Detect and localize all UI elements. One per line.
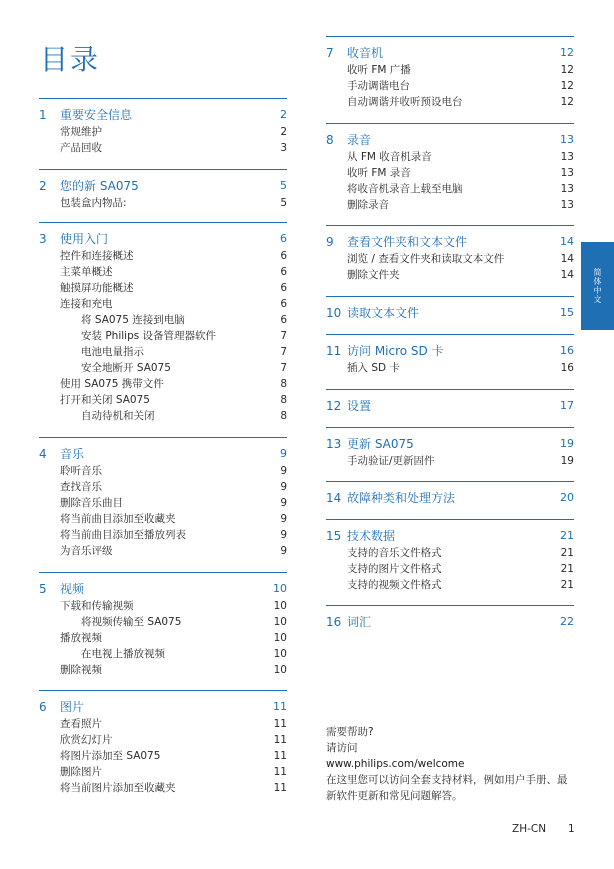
- entry-page: 14: [560, 253, 574, 265]
- chapter-number: 3: [39, 232, 47, 246]
- entry-title: 浏览 / 查看文件夹和读取文本文件: [347, 253, 505, 265]
- entry-title: 连接和充电: [60, 298, 113, 310]
- entry-title: 安装 Philips 设备管理器软件: [81, 330, 217, 342]
- toc-chapter-row[interactable]: [39, 106, 287, 124]
- help-url-link[interactable]: www.philips.com/welcome: [326, 758, 465, 770]
- chapter-number: 10: [326, 306, 342, 320]
- chapter-number: 2: [39, 179, 47, 193]
- toc-entry-row[interactable]: [39, 392, 287, 408]
- entry-title: 收听 FM 录音: [347, 167, 411, 179]
- toc-chapter-row[interactable]: [326, 342, 574, 360]
- entry-title: 手动调谐电台: [347, 80, 410, 92]
- entry-title: 聆听音乐: [60, 465, 102, 477]
- toc-chapter-row[interactable]: [39, 230, 287, 248]
- entry-page: 8: [280, 378, 287, 390]
- chapter-title: 您的新 SA075: [60, 179, 139, 193]
- entry-page: 5: [280, 197, 287, 209]
- toc-entry-row[interactable]: [39, 195, 287, 211]
- help-body: 在这里您可以访问全套支持材料，例如用户手册、最新软件更新和常见问题解答。: [326, 774, 568, 802]
- entry-page: 19: [560, 455, 574, 467]
- entry-title: 将当前曲目添加至播放列表: [60, 529, 186, 541]
- chapter-page: 13: [560, 133, 574, 146]
- toc-entry-row[interactable]: [39, 716, 287, 732]
- entry-title: 自动调谐并收听预设电台: [347, 96, 463, 108]
- chapter-number: 15: [326, 529, 342, 543]
- chapter-page: 19: [560, 437, 574, 450]
- toc-entry-row[interactable]: [39, 614, 287, 630]
- toc-entry-row[interactable]: [39, 630, 287, 646]
- entry-title: 将 SA075 连接到电脑: [81, 314, 185, 326]
- chapter-title: 查看文件夹和文本文件: [347, 235, 468, 249]
- chapter-number: 11: [326, 344, 342, 358]
- chapter-title: 音乐: [60, 447, 85, 461]
- toc-chapter-row[interactable]: [326, 489, 574, 507]
- entry-page: 10: [273, 648, 287, 660]
- chapter-page: 15: [560, 306, 574, 319]
- toc-chapter-row[interactable]: [326, 613, 574, 631]
- toc-chapter-row[interactable]: [326, 304, 574, 322]
- chapter-page: 20: [560, 491, 574, 504]
- toc-entry-row[interactable]: [39, 248, 287, 264]
- chapter-number: 12: [326, 399, 342, 413]
- chapter-page: 16: [560, 344, 574, 357]
- toc-chapter-row[interactable]: [39, 580, 287, 598]
- help-block: [326, 724, 576, 804]
- toc-section: [326, 123, 574, 213]
- chapter-page: 11: [273, 700, 287, 713]
- help-heading: 需要帮助?: [326, 726, 374, 738]
- chapter-title: 读取文本文件: [347, 306, 420, 320]
- chapter-page: 12: [560, 46, 574, 59]
- chapter-number: 13: [326, 437, 342, 451]
- toc-chapter-row[interactable]: [326, 397, 574, 415]
- entry-title: 删除视频: [60, 664, 102, 676]
- toc-section: [39, 572, 287, 678]
- entry-page: 21: [560, 579, 574, 591]
- entry-title: 从 FM 收音机录音: [347, 151, 432, 163]
- chapter-title: 重要安全信息: [60, 108, 133, 122]
- toc-section: [39, 437, 287, 559]
- chapter-number: 14: [326, 491, 342, 505]
- entry-page: 3: [280, 142, 287, 154]
- entry-page: 13: [560, 183, 574, 195]
- entry-title: 电池电量指示: [81, 346, 144, 358]
- entry-title: 产品回收: [60, 142, 102, 154]
- entry-page: 11: [273, 782, 287, 794]
- entry-title: 插入 SD 卡: [347, 362, 400, 374]
- entry-title: 播放视频: [60, 632, 102, 644]
- toc-chapter-row[interactable]: [39, 177, 287, 195]
- toc-entry-row[interactable]: [326, 577, 574, 593]
- toc-entry-row[interactable]: [39, 732, 287, 748]
- toc-entry-row[interactable]: [39, 280, 287, 296]
- toc-entry-row[interactable]: [39, 495, 287, 511]
- entry-title: 控件和连接概述: [60, 250, 134, 262]
- entry-page: 11: [273, 734, 287, 746]
- entry-page: 9: [280, 481, 287, 493]
- toc-entry-row[interactable]: [39, 124, 287, 140]
- toc-entry-row[interactable]: [326, 267, 574, 283]
- entry-title: 包装盒内物品:: [60, 197, 127, 209]
- entry-page: 16: [560, 362, 574, 374]
- entry-page: 13: [560, 167, 574, 179]
- toc-section: [326, 519, 574, 593]
- entry-title: 将收音机录音上载至电脑: [347, 183, 463, 195]
- entry-page: 10: [273, 664, 287, 676]
- toc-entry-row[interactable]: [39, 140, 287, 156]
- entry-page: 7: [280, 330, 287, 342]
- entry-title: 主菜单概述: [60, 266, 113, 278]
- entry-page: 14: [560, 269, 574, 281]
- entry-page: 9: [280, 465, 287, 477]
- toc-section: [39, 169, 287, 211]
- language-side-tab: [581, 242, 614, 330]
- entry-title: 删除图片: [60, 766, 102, 778]
- chapter-page: 17: [560, 399, 574, 412]
- toc-entry-row[interactable]: [39, 511, 287, 527]
- entry-page: 11: [273, 718, 287, 730]
- entry-title: 查看照片: [60, 718, 102, 730]
- entry-title: 安全地断开 SA075: [81, 362, 171, 374]
- chapter-title: 图片: [60, 700, 85, 714]
- toc-entry-row[interactable]: [39, 646, 287, 662]
- entry-title: 支持的音乐文件格式: [347, 547, 442, 559]
- entry-title: 删除录音: [347, 199, 389, 211]
- toc-entry-row[interactable]: [326, 197, 574, 213]
- entry-title: 常规维护: [60, 126, 102, 138]
- toc-entry-row[interactable]: [39, 408, 287, 424]
- toc-section: [326, 481, 574, 507]
- toc-entry-row[interactable]: [39, 376, 287, 392]
- toc-entry-row[interactable]: [39, 527, 287, 543]
- toc-section: [326, 334, 574, 376]
- chapter-title: 视频: [60, 582, 85, 596]
- entry-page: 6: [280, 250, 287, 262]
- toc-entry-row[interactable]: [39, 344, 287, 360]
- entry-page: 11: [273, 766, 287, 778]
- entry-page: 13: [560, 199, 574, 211]
- entry-page: 7: [280, 362, 287, 374]
- entry-title: 删除音乐曲目: [60, 497, 123, 509]
- chapter-number: 9: [326, 235, 334, 249]
- entry-title: 触摸屏功能概述: [60, 282, 134, 294]
- toc-entry-row[interactable]: [326, 453, 574, 469]
- chapter-title: 故障种类和处理方法: [347, 491, 456, 505]
- entry-page: 2: [280, 126, 287, 138]
- chapter-page: 14: [560, 235, 574, 248]
- entry-title: 查找音乐: [60, 481, 102, 493]
- toc-section: [326, 296, 574, 322]
- toc-entry-row[interactable]: [39, 479, 287, 495]
- toc-entry-row[interactable]: [39, 328, 287, 344]
- entry-title: 支持的图片文件格式: [347, 563, 442, 575]
- entry-page: 6: [280, 298, 287, 310]
- entry-page: 9: [280, 497, 287, 509]
- entry-page: 10: [273, 600, 287, 612]
- toc-entry-row[interactable]: [326, 181, 574, 197]
- toc-section: [39, 690, 287, 796]
- entry-page: 9: [280, 529, 287, 541]
- toc-section: [39, 98, 287, 156]
- entry-page: 21: [560, 563, 574, 575]
- toc-chapter-row[interactable]: [39, 445, 287, 463]
- toc-entry-row[interactable]: [326, 165, 574, 181]
- entry-page: 8: [280, 410, 287, 422]
- toc-section: [39, 222, 287, 424]
- toc-section: [326, 389, 574, 415]
- entry-page: 13: [560, 151, 574, 163]
- chapter-title: 访问 Micro SD 卡: [347, 344, 444, 358]
- entry-page: 6: [280, 282, 287, 294]
- toc-entry-row[interactable]: [326, 360, 574, 376]
- entry-page: 10: [273, 616, 287, 628]
- chapter-number: 16: [326, 615, 342, 629]
- entry-title: 将当前曲目添加至收藏夹: [60, 513, 176, 525]
- entry-title: 欣赏幻灯片: [60, 734, 113, 746]
- toc-entry-row[interactable]: [39, 780, 287, 796]
- chapter-number: 7: [326, 46, 334, 60]
- toc-entry-row[interactable]: [326, 545, 574, 561]
- language-side-tab-label: 简体中文: [593, 268, 602, 304]
- toc-entry-row[interactable]: [39, 748, 287, 764]
- entry-page: 6: [280, 266, 287, 278]
- chapter-title: 录音: [347, 133, 372, 147]
- entry-page: 12: [560, 64, 574, 76]
- toc-chapter-row[interactable]: [39, 698, 287, 716]
- toc-section: [326, 225, 574, 283]
- entry-title: 手动验证/更新固件: [347, 455, 435, 467]
- footer-page-number: 1: [568, 823, 575, 835]
- toc-entry-row[interactable]: [326, 251, 574, 267]
- chapter-page: 5: [280, 179, 287, 192]
- chapter-title: 更新 SA075: [347, 437, 414, 451]
- toc-entry-row[interactable]: [39, 312, 287, 328]
- chapter-title: 使用入门: [60, 232, 109, 246]
- entry-page: 11: [273, 750, 287, 762]
- chapter-page: 9: [280, 447, 287, 460]
- entry-title: 将当前图片添加至收藏夹: [60, 782, 176, 794]
- chapter-title: 收音机: [347, 46, 384, 60]
- toc-section: [326, 427, 574, 469]
- footer-language-code: ZH-CN: [512, 823, 547, 835]
- toc-chapter-row[interactable]: [326, 527, 574, 545]
- entry-page: 6: [280, 314, 287, 326]
- toc-entry-row[interactable]: [326, 561, 574, 577]
- toc-section: [326, 605, 574, 631]
- entry-title: 使用 SA075 携带文件: [60, 378, 164, 390]
- chapter-title: 设置: [347, 399, 372, 413]
- entry-page: 12: [560, 96, 574, 108]
- toc-entry-row[interactable]: [326, 149, 574, 165]
- chapter-number: 6: [39, 700, 47, 714]
- page-title: 目录: [40, 43, 101, 76]
- chapter-number: 5: [39, 582, 47, 596]
- toc-chapter-row[interactable]: [326, 131, 574, 149]
- chapter-page: 6: [280, 232, 287, 245]
- entry-page: 8: [280, 394, 287, 406]
- toc-entry-row[interactable]: [39, 764, 287, 780]
- entry-title: 将视频传输至 SA075: [81, 616, 182, 628]
- entry-page: 9: [280, 513, 287, 525]
- toc-section: [326, 36, 574, 110]
- entry-title: 收听 FM 广播: [347, 64, 411, 76]
- chapter-title: 词汇: [347, 615, 372, 629]
- toc-entry-row[interactable]: [326, 78, 574, 94]
- chapter-title: 技术数据: [347, 529, 396, 543]
- chapter-number: 1: [39, 108, 47, 122]
- chapter-page: 22: [560, 615, 574, 628]
- chapter-page: 10: [273, 582, 287, 595]
- toc-entry-row[interactable]: [326, 62, 574, 78]
- toc-entry-row[interactable]: [326, 94, 574, 110]
- toc-entry-row[interactable]: [39, 543, 287, 559]
- entry-title: 自动待机和关闭: [81, 410, 155, 422]
- chapter-number: 8: [326, 133, 334, 147]
- entry-title: 打开和关闭 SA075: [60, 394, 150, 406]
- entry-title: 支持的视频文件格式: [347, 579, 442, 591]
- entry-title: 删除文件夹: [347, 269, 400, 281]
- toc-entry-row[interactable]: [39, 360, 287, 376]
- toc-chapter-row[interactable]: [326, 44, 574, 62]
- chapter-number: 4: [39, 447, 47, 461]
- help-line: 请访问: [326, 742, 358, 754]
- toc-entry-row[interactable]: [39, 264, 287, 280]
- entry-title: 为音乐评级: [60, 545, 113, 557]
- entry-title: 下载和传输视频: [60, 600, 134, 612]
- toc-chapter-row[interactable]: [326, 233, 574, 251]
- entry-page: 21: [560, 547, 574, 559]
- toc-chapter-row[interactable]: [326, 435, 574, 453]
- entry-title: 将图片添加至 SA075: [60, 750, 161, 762]
- toc-entry-row[interactable]: [39, 662, 287, 678]
- chapter-page: 2: [280, 108, 287, 121]
- chapter-page: 21: [560, 529, 574, 542]
- entry-page: 12: [560, 80, 574, 92]
- toc-entry-row[interactable]: [39, 598, 287, 614]
- entry-page: 10: [273, 632, 287, 644]
- toc-entry-row[interactable]: [39, 296, 287, 312]
- entry-page: 9: [280, 545, 287, 557]
- toc-entry-row[interactable]: [39, 463, 287, 479]
- entry-title: 在电视上播放视频: [81, 648, 165, 660]
- entry-page: 7: [280, 346, 287, 358]
